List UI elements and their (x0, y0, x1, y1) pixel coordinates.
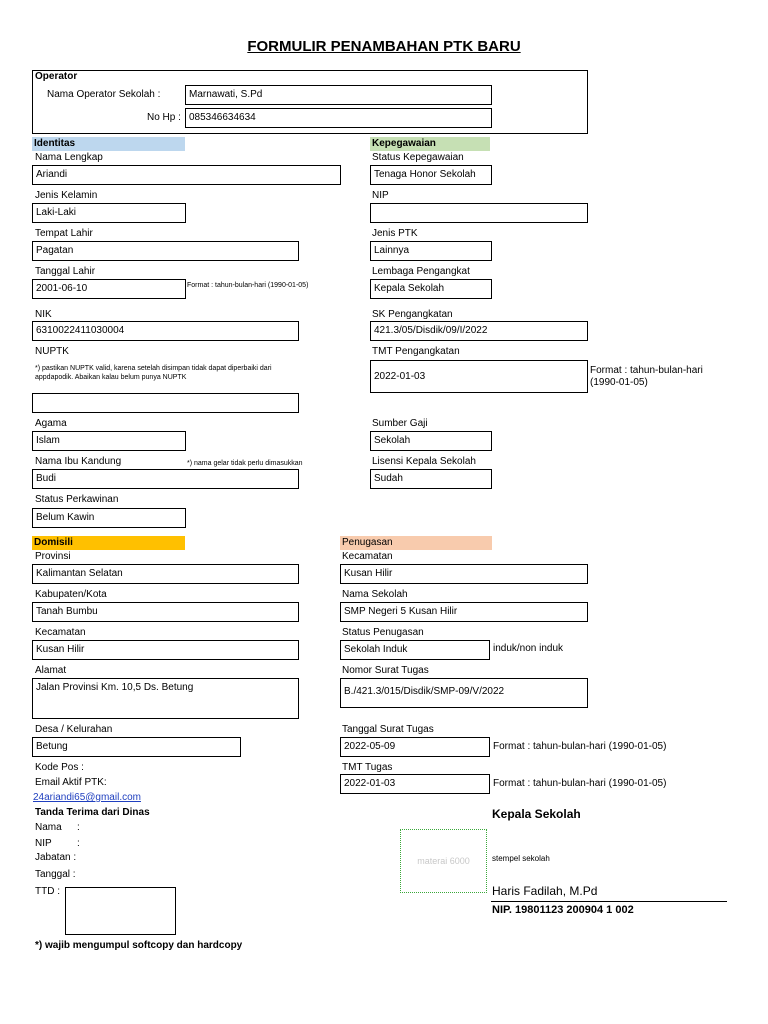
jenis-ptk-field[interactable]: Lainnya (370, 241, 492, 261)
tt-nama-label: Nama (35, 822, 62, 833)
alamat-label: Alamat (35, 665, 67, 676)
nama-sekolah-label: Nama Sekolah (342, 589, 408, 600)
status-kepegawaian-label: Status Kepegawaian (372, 152, 464, 163)
desa-label: Desa / Kelurahan (35, 724, 113, 735)
form-title: FORMULIR PENAMBAHAN PTK BARU (247, 38, 521, 55)
agama-label: Agama (35, 418, 67, 429)
operator-name-field[interactable]: Marnawati, S.Pd (185, 85, 492, 105)
ibu-kandung-note: *) nama gelar tidak perlu dimasukkan (187, 460, 303, 467)
ttd-signature-box[interactable] (65, 887, 176, 935)
alamat-field[interactable]: Jalan Provinsi Km. 10,5 Ds. Betung (32, 678, 299, 719)
provinsi-field[interactable]: Kalimantan Selatan (32, 564, 299, 584)
tanggal-lahir-field[interactable]: 2001-06-10 (32, 279, 186, 299)
penugasan-heading: Penugasan (340, 536, 492, 550)
nomor-surat-label: Nomor Surat Tugas (342, 665, 429, 676)
nuptk-label: NUPTK (35, 346, 69, 357)
tmt-tugas-field[interactable]: 2022-01-03 (340, 774, 490, 794)
status-perkawinan-label: Status Perkawinan (35, 494, 119, 505)
email-link[interactable]: 24ariandi65@gmail.com (33, 792, 141, 803)
kepala-sekolah-heading: Kepala Sekolah (492, 807, 581, 821)
domisili-heading: Domisili (32, 536, 185, 550)
nik-field[interactable]: 6310022411030004 (32, 321, 299, 341)
provinsi-label: Provinsi (35, 551, 71, 562)
kepsek-nip: NIP. 19801123 200904 1 002 (492, 904, 634, 916)
lisensi-kepsek-field[interactable]: Sudah (370, 469, 492, 489)
operator-name-label: Nama Operator Sekolah : (47, 89, 161, 100)
sumber-gaji-field[interactable]: Sekolah (370, 431, 492, 451)
nama-lengkap-field[interactable]: Ariandi (32, 165, 341, 185)
jenis-kelamin-field[interactable]: Laki-Laki (32, 203, 186, 223)
nip-field[interactable] (370, 203, 588, 223)
identitas-heading: Identitas (32, 137, 185, 151)
agama-field[interactable]: Islam (32, 431, 186, 451)
status-perkawinan-field[interactable]: Belum Kawin (32, 508, 186, 528)
operator-phone-label: No Hp : (147, 112, 181, 123)
tmt-pengangkatan-format-note: Format : tahun-bulan-hari (1990-01-05) (590, 365, 703, 388)
kepegawaian-heading: Kepegawaian (370, 137, 490, 151)
status-kepegawaian-field[interactable]: Tenaga Honor Sekolah (370, 165, 492, 185)
status-penugasan-field[interactable]: Sekolah Induk (340, 640, 490, 660)
tanggal-lahir-label: Tanggal Lahir (35, 266, 96, 277)
lembaga-pengangkat-label: Lembaga Pengangkat (372, 266, 470, 277)
tanggal-lahir-format-note: Format : tahun-bulan-hari (1990-01-05) (187, 282, 309, 289)
nuptk-note: *) pastikan NUPTK valid, karena setelah disimpan tidak dapat diperbaiki dari appdapodik. Abaikan kalau belum punya NUPTK (35, 365, 272, 381)
kepsek-name: Haris Fadilah, M.Pd (492, 884, 598, 898)
nama-sekolah-field[interactable]: SMP Negeri 5 Kusan Hilir (340, 602, 588, 622)
tanggal-surat-field[interactable]: 2022-05-09 (340, 737, 490, 757)
tempat-lahir-field[interactable]: Pagatan (32, 241, 299, 261)
nomor-surat-field[interactable]: B./421.3/015/Disdik/SMP-09/V/2022 (340, 678, 588, 708)
penugasan-kecamatan-label: Kecamatan (342, 551, 393, 562)
kecamatan-field[interactable]: Kusan Hilir (32, 640, 299, 660)
operator-phone-field[interactable]: 085346634634 (185, 108, 492, 128)
nuptk-field[interactable] (32, 393, 299, 413)
kode-pos-label: Kode Pos : (35, 762, 84, 773)
signature-underline (491, 901, 727, 902)
tempat-lahir-label: Tempat Lahir (35, 228, 93, 239)
tt-jabatan-label: Jabatan : (35, 852, 77, 863)
nik-label: NIK (35, 309, 52, 320)
email-label: Email Aktif PTK: (35, 777, 107, 788)
tanda-terima-heading: Tanda Terima dari Dinas (35, 807, 150, 818)
stempel-label: stempel sekolah (492, 854, 550, 863)
tt-nama-colon: : (77, 822, 80, 833)
lembaga-pengangkat-field[interactable]: Kepala Sekolah (370, 279, 492, 299)
ibu-kandung-field[interactable]: Budi (32, 469, 299, 489)
kecamatan-label: Kecamatan (35, 627, 86, 638)
status-penugasan-label: Status Penugasan (342, 627, 424, 638)
tanggal-surat-format-note: Format : tahun-bulan-hari (1990-01-05) (493, 741, 667, 752)
nip-label: NIP (372, 190, 389, 201)
status-penugasan-hint: induk/non induk (493, 643, 564, 654)
tt-ttd-label: TTD : (35, 886, 60, 897)
tt-nip-colon: : (77, 838, 80, 849)
desa-field[interactable]: Betung (32, 737, 241, 757)
materai-stamp-box (400, 829, 487, 893)
sk-pengangkatan-field[interactable]: 421.3/05/Disdik/09/I/2022 (370, 321, 588, 341)
tmt-pengangkatan-field[interactable]: 2022-01-03 (370, 360, 588, 393)
nama-lengkap-label: Nama Lengkap (35, 152, 103, 163)
jenis-ptk-label: Jenis PTK (372, 228, 418, 239)
tt-nip-label: NIP (35, 838, 52, 849)
materai-label: materai 6000 (417, 856, 470, 866)
lisensi-kepsek-label: Lisensi Kepala Sekolah (372, 456, 476, 467)
tmt-pengangkatan-label: TMT Pengangkatan (372, 346, 460, 357)
tt-tanggal-label: Tanggal : (35, 869, 76, 880)
tanggal-surat-label: Tanggal Surat Tugas (342, 724, 434, 735)
sumber-gaji-label: Sumber Gaji (372, 418, 428, 429)
jenis-kelamin-label: Jenis Kelamin (35, 190, 98, 201)
kabupaten-field[interactable]: Tanah Bumbu (32, 602, 299, 622)
penugasan-kecamatan-field[interactable]: Kusan Hilir (340, 564, 588, 584)
operator-heading: Operator (35, 71, 78, 82)
kabupaten-label: Kabupaten/Kota (35, 589, 107, 600)
sk-pengangkatan-label: SK Pengangkatan (372, 309, 453, 320)
footer-note: *) wajib mengumpul softcopy dan hardcopy (35, 940, 243, 951)
tmt-tugas-label: TMT Tugas (342, 762, 393, 773)
ibu-kandung-label: Nama Ibu Kandung (35, 456, 122, 467)
tmt-tugas-format-note: Format : tahun-bulan-hari (1990-01-05) (493, 778, 667, 789)
